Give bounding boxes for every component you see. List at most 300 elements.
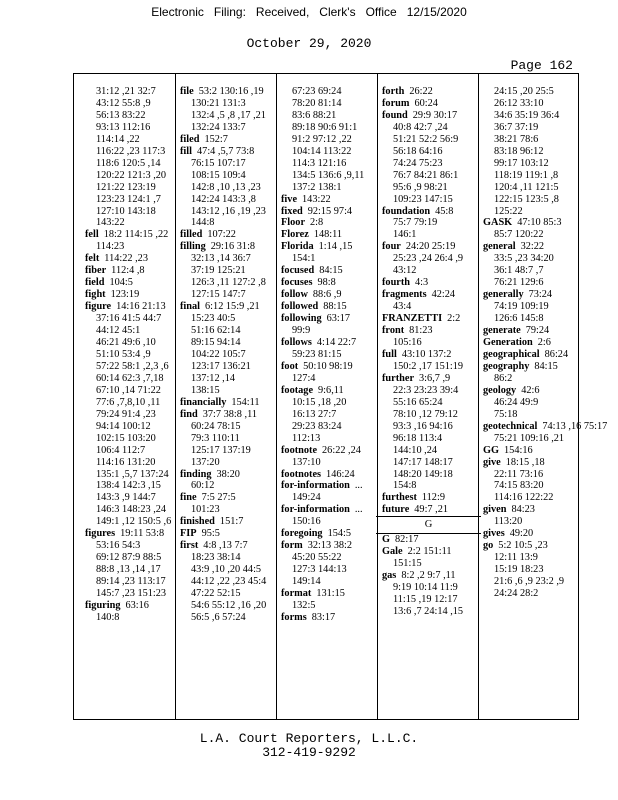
page-line-refs: 2:2 151:11 [407,546,452,558]
index-entry-line [191,552,273,564]
page-line-refs: 26:12 33:10 [494,97,544,109]
filing-stamp-part: Electronic [151,5,204,19]
index-entry-line [191,433,273,445]
index-word: five [281,193,298,205]
index-word: fine [180,492,197,504]
index-entry-line [292,182,375,194]
filing-stamp-part: Received, [255,5,310,19]
page-line-refs: 146:24 [326,468,355,480]
page-line-refs: 137:2 138:1 [292,181,342,193]
index-entry-line [393,146,475,158]
page-line-refs: 137:12 ,14 [191,372,236,384]
index-word: go [483,540,494,552]
index-entry-line [494,122,577,134]
index-word: felt [85,253,100,265]
page-line-refs: 10:15 ,18 ,20 [292,396,347,408]
index-entry [382,206,475,242]
index-entry-line [292,86,375,98]
index-entry-line [393,361,475,373]
index-entry-line [494,480,577,492]
page-line-refs: 22:11 73:16 [494,468,544,480]
index-entry-line [180,134,273,146]
index-entry-line [393,480,475,492]
filing-stamp-part: Filing: [213,5,246,19]
index-word: final [180,301,201,313]
page-line-refs: 63:17 [326,313,351,325]
page-line-refs: 114:22 ,23 [104,253,148,265]
page-line-refs: 51:21 52:2 56:9 [393,133,459,145]
page-line-refs: 60:24 [414,97,438,109]
index-entry-line [382,110,475,122]
page-line-refs: 143:12 ,16 ,19 ,23 [191,205,266,217]
index-entry [281,265,375,277]
page-line-refs: 47:4 ,5,7 73:8 [197,145,255,157]
reporter-company: L.A. Court Reporters, L.L.C. [199,731,419,746]
page-line-refs: 43:12 55:8 ,9 [96,97,151,109]
index-entry-line [393,170,475,182]
index-entry [483,349,577,361]
page-line-refs: 47:10 85:3 [517,217,562,229]
page-line-refs: 76:21 129:6 [494,277,544,289]
page-line-refs: 83:6 88:21 [292,109,337,121]
index-entry [281,313,375,337]
page-line-refs: 127:10 143:18 [96,205,156,217]
page-line-refs: 140:8 [96,611,120,623]
index-column-4 [382,86,475,713]
index-entry [85,86,173,229]
index-entry-line [382,289,475,301]
page-line-refs: 74:24 75:23 [393,157,443,169]
index-entry [483,241,577,289]
index-entry-line [180,146,273,158]
index-entry-line [96,552,173,564]
page-line-refs: 83:17 [311,611,336,623]
index-entry [382,241,475,277]
index-entry-line [96,349,173,361]
index-word: Floor [281,217,306,229]
column-divider [377,74,378,719]
index-entry [85,528,173,600]
index-word: follow [281,289,308,301]
index-entry [382,492,475,504]
index-entry-line [281,313,375,325]
page-line-refs: 24:15 ,20 25:5 [494,86,554,97]
index-word: give [483,456,501,468]
page-line-refs: 37:7 38:8 ,11 [202,408,257,420]
index-entry-line [483,337,577,349]
page-line-refs: 24:24 28:2 [494,588,539,600]
page-line-refs: 112:4 ,8 [111,265,145,277]
page-line-refs: 108:15 109:4 [191,169,246,181]
index-word: gives [483,528,505,540]
page-line-refs: 60:14 62:3 ,7,18 [96,372,164,384]
index-entry-line [96,110,173,122]
page-line-refs: 149:24 [292,492,321,504]
index-entry-line [96,540,173,552]
index-entry [483,86,577,217]
page-line-refs: 142:24 143:3 ,8 [191,193,256,205]
page-line-refs: 36:7 37:19 [494,121,539,133]
index-entry-line [96,170,173,182]
index-entry-line [292,397,375,409]
page-line-refs: 143:3 ,9 144:7 [96,492,156,504]
index-entry-line [382,241,475,253]
page-line-refs: 82:17 [395,534,419,546]
index-entry-line [292,552,375,564]
page-line-refs: 43:9 ,10 ,20 44:5 [191,564,262,576]
page-line-refs: 144:8 [191,217,215,229]
page-line-refs: 89:18 90:6 91:1 [292,121,358,133]
page-line-refs: 99:17 103:12 [494,157,549,169]
index-word: foot [281,360,299,372]
page-line-refs: 32:22 [520,241,545,253]
page-line-refs: 37:16 41:5 44:7 [96,313,162,325]
page-line-refs: ... [354,504,363,516]
index-entry-line [494,516,577,528]
index-entry-line [483,349,577,361]
index-entry [382,504,475,516]
index-entry-line [180,241,273,253]
page-line-refs: 76:15 107:17 [191,157,246,169]
index-entry-line [382,373,475,385]
page-line-refs: 147:17 148:17 [393,456,453,468]
index-entry-line [85,229,173,241]
index-entry-line [494,86,577,98]
page-line-refs: 59:23 81:15 [292,348,342,360]
page-line-refs: 34:6 35:19 36:4 [494,109,560,121]
page-line-refs: 146:1 [393,229,417,241]
index-entry-line [191,373,273,385]
index-entry-line [494,373,577,385]
page-line-refs: 118:19 119:1 ,8 [494,169,559,181]
index-entry-line [180,492,273,504]
page-line-refs: 12:11 13:9 [494,552,538,564]
page-line-refs: 101:23 [191,504,220,516]
page-line-refs: 8:2 ,2 9:7 ,11 [401,570,456,582]
page-line-refs: 138:4 142:3 ,15 [96,480,161,492]
index-entry [281,588,375,612]
index-entry-line [393,558,475,570]
index-word: fill [180,145,193,157]
index-entry-line [292,433,375,445]
index-entry-line [281,301,375,313]
index-entry-line [281,480,375,492]
index-entry-line [382,206,475,218]
index-entry [85,265,173,277]
index-entry-line [180,528,273,540]
page-line-refs: 120:4 ,11 121:5 [494,181,559,193]
index-entry [180,86,273,134]
transcript-date: October 29, 2020 [246,36,372,51]
index-entry-line [85,528,173,540]
page-line-refs: 130:21 131:3 [191,97,246,109]
page-line-refs: 79:24 [525,325,550,337]
index-entry-line [393,158,475,170]
index-entry-line [393,134,475,146]
page-line-refs: 151:7 [219,516,244,528]
index-entry-line [393,582,475,594]
page-line-refs: 21:6 ,6 ,9 23:2 ,9 [494,576,565,588]
index-word: four [382,241,401,253]
page-line-refs: 6:12 15:9 ,21 [205,301,260,313]
page-line-refs: 92:15 97:4 [307,205,353,217]
index-entry-line [191,313,273,325]
index-entry-line [292,349,375,361]
index-entry-line [96,421,173,433]
page-line-refs: 32:13 38:2 [307,540,353,552]
column-divider [276,74,277,719]
index-entry-line [494,146,577,158]
page-line-refs: 114:16 131:20 [96,456,156,468]
index-entry-line [393,182,475,194]
page-line-refs: 88:15 [323,301,347,313]
index-entry-line [393,229,475,241]
index-entry-line [96,373,173,385]
index-entry-line [281,265,375,277]
index-word: finding [180,468,212,480]
index-entry-line [85,253,173,265]
index-entry-line [180,516,273,528]
page-line-refs: 13:6 ,7 24:14 ,15 [393,605,464,617]
index-entry [483,217,577,241]
index-word: footage [281,384,314,396]
page-line-refs: 102:15 103:20 [96,432,156,444]
index-entry-line [191,600,273,612]
page-line-refs: 26:22 [409,86,433,97]
page-line-refs: 125:22 [494,205,523,217]
page-line-refs: 53:16 54:3 [96,540,141,552]
index-entry-line [281,385,375,397]
index-entry [180,540,273,624]
page-line-refs: 9:6,11 [318,384,344,396]
page-line-refs: 42:24 [431,289,456,301]
index-entry-line [191,612,273,624]
index-entry-line [494,182,577,194]
index-entry-line [393,469,475,481]
index-entry-line [281,361,375,373]
index-entry-line [393,457,475,469]
index-entry-line [96,480,173,492]
index-entry-line [494,134,577,146]
index-entry-line [494,301,577,313]
page-line-refs: 49:7 ,21 [414,504,449,516]
index-entry [180,241,273,301]
index-entry-line [191,504,273,516]
index-word: follows [281,337,312,349]
page-line-refs: 138:15 [191,384,220,396]
index-entry [180,146,273,230]
page-line-refs: 85:7 120:22 [494,229,544,241]
page-line-refs: 154:1 [292,253,316,265]
index-word: GG [483,444,500,456]
index-entry [382,289,475,313]
page-line-refs: 63:16 [125,599,149,611]
index-word: field [85,277,105,289]
page-line-refs: 51:16 62:14 [191,325,241,337]
index-entry-line [281,504,375,516]
page-line-refs: 134:5 136:6 ,9,11 [292,169,365,181]
page-line-refs: 26:22 ,24 [322,444,361,456]
index-entry [281,241,375,265]
page-line-refs: 122:15 123:5 ,8 [494,193,559,205]
index-entry-line [96,134,173,146]
page-line-refs: 43:4 [393,301,412,313]
index-entry [382,325,475,349]
index-entry-line [494,313,577,325]
index-entry [483,337,577,349]
index-entry-line [281,241,375,253]
page-line-refs: 152:7 [204,133,228,145]
page-line-refs: 99:9 [292,325,311,337]
index-entry [483,361,577,385]
index-entry-line [96,397,173,409]
page-line-refs: 4:8 ,13 7:7 [203,540,248,552]
index-word: first [180,540,199,552]
index-entry [85,289,173,301]
index-entry [483,325,577,337]
page-line-refs: 112:13 [292,432,321,444]
index-entry-line [382,86,475,98]
page-line-refs: 132:4 ,5 ,8 ,17 ,21 [191,109,266,121]
index-entry [281,289,375,301]
index-word: future [382,504,410,516]
index-entry-line [292,158,375,170]
page-line-refs: 45:8 [435,205,454,217]
index-entry-line [382,313,475,325]
page-line-refs: 88:6 ,9 [312,289,342,301]
page-line-refs: 96:18 113:4 [393,432,443,444]
page-line-refs: 32:13 ,14 36:7 [191,253,251,265]
index-entry-line [494,170,577,182]
index-word: foregoing [281,528,323,540]
index-entry-line [191,576,273,588]
page-line-refs: 76:7 84:21 86:1 [393,169,459,181]
index-word: GASK [483,217,513,229]
index-entry [281,217,375,229]
index-column-2 [180,86,273,713]
filing-stamp [0,5,618,19]
index-entry-line [393,217,475,229]
page-line-refs: 104:5 [109,277,133,289]
index-entry-line [96,469,173,481]
index-entry-line [180,86,273,98]
page-line-refs: 121:22 123:19 [96,181,156,193]
page-line-refs: 38:21 78:6 [494,133,539,145]
index-entry [483,289,577,325]
index-word: forms [281,611,307,623]
page-line-refs: 19:11 53:8 [120,528,165,540]
index-entry-line [191,194,273,206]
index-entry-line [483,325,577,337]
index-entry-line [85,277,173,289]
index-entry-line [96,433,173,445]
page-line-refs: 106:4 112:7 [96,444,146,456]
index-entry [281,301,375,313]
reporter-phone: 312-419-9292 [262,745,356,760]
index-entry-line [483,385,577,397]
page-line-refs: 126:6 145:8 [494,313,544,325]
index-entry-line [85,289,173,301]
index-word: FIP [180,528,197,540]
index-entry-line [191,421,273,433]
index-entry-line [96,217,173,229]
index-entry-line [483,540,577,552]
index-entry [382,373,475,493]
page-line-refs: 143:22 [96,217,125,229]
page-line-refs: 60:12 [191,480,215,492]
page-line-refs: 2:6 [537,337,551,349]
index-entry-line [393,594,475,606]
index-entry-line [191,385,273,397]
index-entry [483,457,577,505]
index-entry [281,385,375,445]
page-line-refs: 154:5 [327,528,352,540]
page-line-refs: 91:2 97:12 ,22 [292,133,352,145]
index-entry-line [483,445,577,457]
page-line-refs: 73:24 [528,289,553,301]
index-entry-line [483,289,577,301]
index-entry-line [292,409,375,421]
index-entry-line [96,576,173,588]
index-entry-line [191,289,273,301]
page-line-refs: 18:2 114:15 ,22 [103,229,169,241]
page-line-refs: 86:2 [494,372,513,384]
index-entry-line [96,146,173,158]
page-line-refs: 74:15 83:20 [494,480,544,492]
page-line-refs: 146:3 148:23 ,24 [96,504,167,516]
index-entry-line [494,98,577,110]
index-entry-line [393,409,475,421]
page-line-refs: 83:18 96:12 [494,145,544,157]
page-line-refs: 125:17 137:19 [191,444,251,456]
index-entry-line [494,397,577,409]
index-entry-line [281,194,375,206]
index-word: forum [382,97,410,109]
index-frame [73,73,608,720]
index-entry [483,528,577,540]
index-word: file [180,86,194,97]
index-entry-line [96,325,173,337]
index-entry-line [483,457,577,469]
index-entry [180,397,273,409]
index-word: foundation [382,205,431,217]
index-word: further [382,372,415,384]
page-line-refs: 104:22 105:7 [191,348,246,360]
page-line-refs: 50:10 98:19 [303,360,353,372]
index-entry-line [393,606,475,618]
page-line-refs: 137:20 [191,456,220,468]
page-line-refs: 127:4 [292,372,316,384]
index-word: general [483,241,516,253]
index-word: figure [85,301,112,313]
index-entry [382,313,475,325]
index-entry-line [494,158,577,170]
index-entry-line [191,349,273,361]
index-entry-line [96,612,173,624]
index-entry-line [494,588,577,600]
page-line-refs: 150:16 [292,516,321,528]
index-entry-line [292,122,375,134]
index-entry-line [180,397,273,409]
index-word: FRANZETTI [382,313,443,325]
index-word: fiber [85,265,107,277]
index-entry-line [191,361,273,373]
footer [0,732,618,760]
index-entry-line [191,98,273,110]
index-entry [382,534,475,546]
page-line-refs: 77:6 ,7,8,10 ,11 [96,396,161,408]
index-entry-line [292,170,375,182]
